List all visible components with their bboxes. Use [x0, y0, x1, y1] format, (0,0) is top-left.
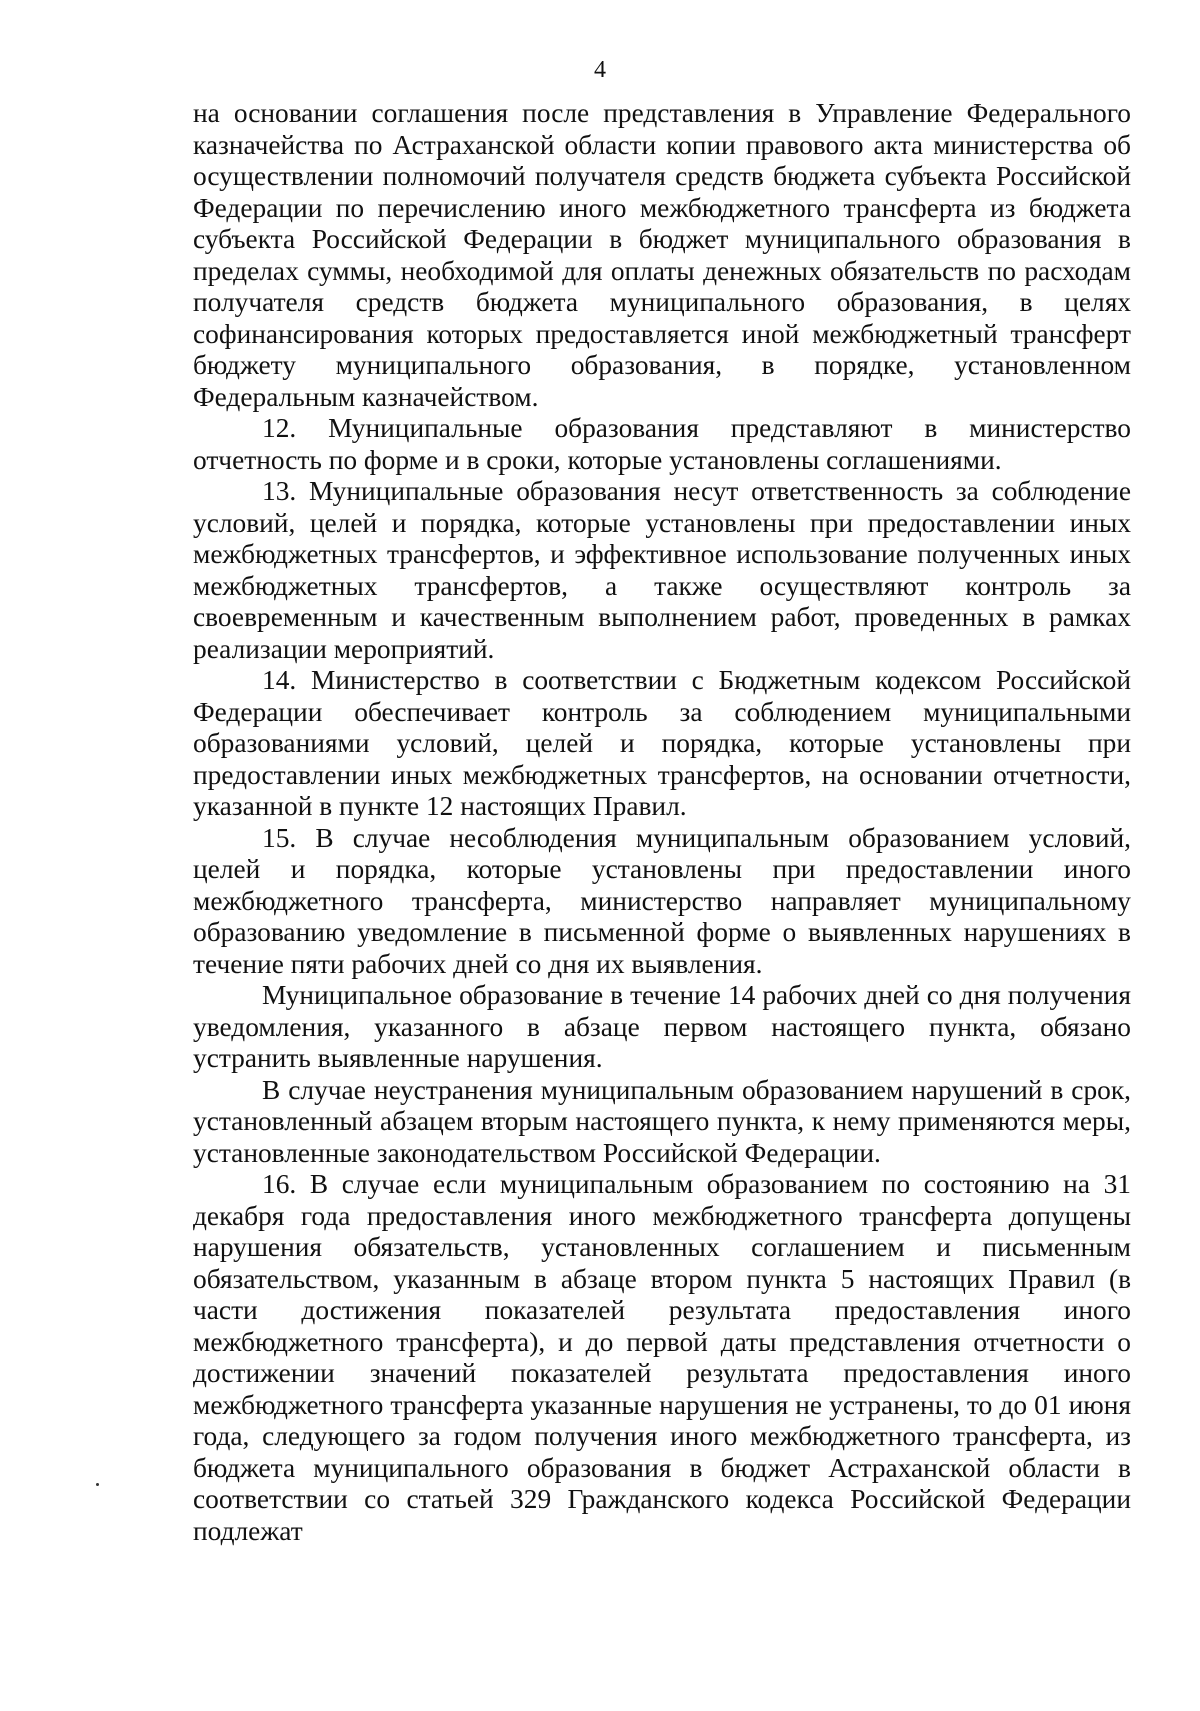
paragraph-item-15-part-2: Муниципальное образование в течение 14 рабочих дней со дня получения уведомления, указанного в абзаце первом настоящего пункта, обязано устранить выявленные нарушения.	[193, 980, 1131, 1073]
page-number: 4	[594, 57, 606, 83]
document-body	[193, 98, 1131, 1547]
paragraph-item-12: 12. Муниципальные образования представляют в министерство отчетность по форме и в сроки, которые установлены соглашениями.	[193, 413, 1131, 475]
paragraph-item-13: 13. Муниципальные образования несут ответственность за соблюдение условий, целей и порядка, которые установлены при предоставлении иных межбюджетных трансфертов, и эффективное использование полученных иных межбюджетных трансфертов, а также осуществляют контроль за своевременным и качественным выполнением работ, проведенных в рамках реализации мероприятий.	[193, 476, 1131, 664]
paragraph-item-15-part-3: В случае неустранения муниципальным образованием нарушений в срок, установленный абзацем вторым настоящего пункта, к нему применяются меры, установленные законодательством Российской Федерации.	[193, 1074, 1131, 1168]
paragraph-item-16: 16. В случае если муниципальным образованием по состоянию на 31 декабря года предоставления иного межбюджетного трансферта допущены нарушения обязательств, установленных соглашением и письменным обязательством, указанным в абзаце втором пункта 5 настоящих Правил (в части достижения показателей результата предоставления иного межбюджетного трансферта), и до первой даты представления отчетности о достижении значений показателей результата предоставления иного межбюджетного трансферта указанные нарушения не устранены, то до 01 июня года, следующего за годом получения иного межбюджетного трансферта, из бюджета муниципального образования в бюджет Астраханской области в соответствии со статьей 329 Гражданского кодекса Российской Федерации подлежат	[193, 1169, 1131, 1546]
paragraph-continuation: на основании соглашения после представления в Управление Федерального казначейства по Астраханской области копии правового акта министерства об осуществлении полномочий получателя средств бюджета субъекта Российской Федерации по перечислению иного межбюджетного трансферта из бюджета субъекта Российской Федерации в бюджет муниципального образования в пределах суммы, необходимой для оплаты денежных обязательств по расходам получателя средств бюджета муниципального образования, в целях софинансирования которых предоставляется иной межбюджетный трансферт бюджету муниципального образования, в порядке, установленном Федеральным казначейством.	[193, 98, 1131, 412]
paragraph-item-15: 15. В случае несоблюдения муниципальным образованием условий, целей и порядка, которые установлены при предоставлении иного межбюджетного трансферта, министерство направляет муниципальному образованию уведомление в письменной форме о выявленных нарушениях в течение пяти рабочих дней со дня их выявления.	[193, 822, 1131, 979]
scan-speck	[96, 1483, 99, 1486]
paragraph-item-14: 14. Министерство в соответствии с Бюджетным кодексом Российской Федерации обеспечивает контроль за соблюдением муниципальными образованиями условий, целей и порядка, которые установлены при предоставлении иных межбюджетных трансфертов, на основании отчетности, указанной в пункте 12 настоящих Правил.	[193, 665, 1131, 821]
